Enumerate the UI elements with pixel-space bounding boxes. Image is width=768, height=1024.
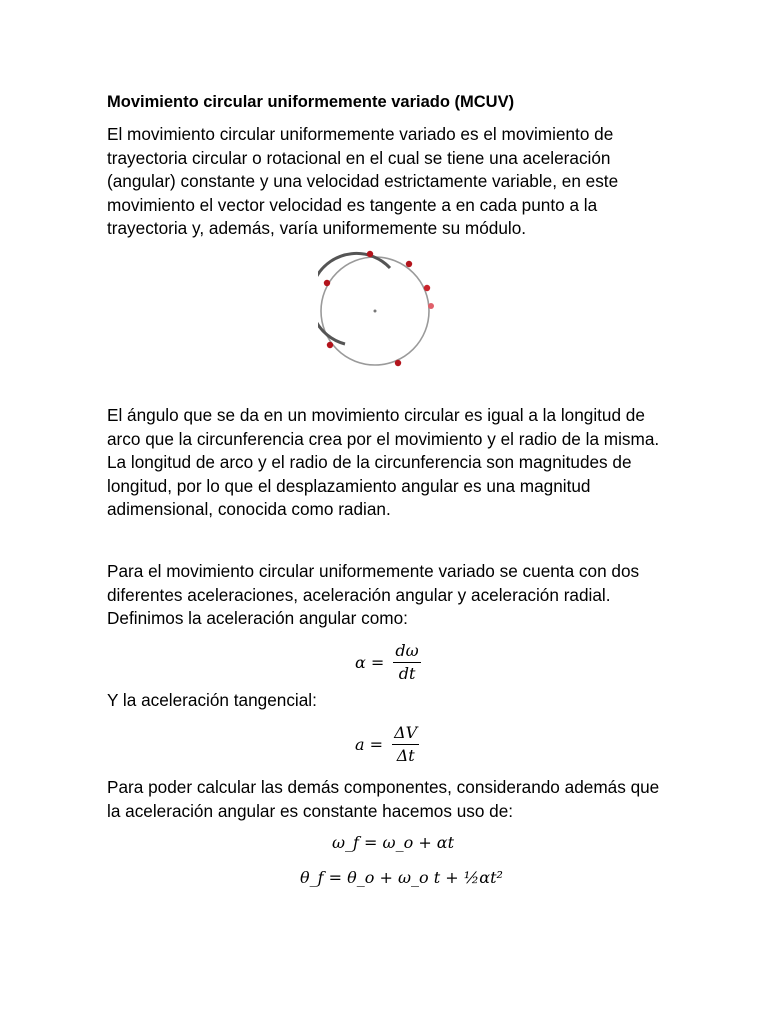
circular-motion-figure (318, 248, 438, 378)
section-title: Movimiento circular uniformemente variado (MCUV) (107, 93, 515, 111)
fraction-denominator: dt (398, 664, 416, 683)
center-point (374, 310, 377, 313)
paragraph-accelerations: Para el movimiento circular uniformemente variado se cuenta con dos diferentes aceleraciones, aceleración angular y aceleración radial. Definimos la aceleración angular como: (107, 561, 640, 628)
fraction-numerator: dω (393, 640, 420, 663)
paragraph-intro: El movimiento circular uniformemente variado es el movimiento de trayectoria circular o rotacional en el cual se tiene una aceleración (angular) constante y una velocidad estrictamente variable, en este movimiento el vector velocidad es tangente a en cada punto a la trayectoria y, además, varía uniformemente su módulo. (107, 124, 619, 238)
position-dot (428, 303, 434, 309)
motion-arc (318, 253, 390, 344)
position-dot (367, 251, 373, 257)
paragraph-components: Para poder calcular las demás componentes, considerando además que la aceleración angular es constante hacemos uso de: (107, 777, 660, 821)
equation-final-angle (300, 868, 503, 887)
paragraph-angle: El ángulo que se da en un movimiento circular es igual a la longitud de arco que la circunferencia crea por el movimiento y el radio de la misma. La longitud de arco y el radio de la circunferencia son magnitudes de longitud, por lo que el desplazamiento angular es una magnitud adimensional, conocida como radian. (107, 405, 660, 519)
position-dot (395, 360, 401, 366)
equation-angular-acceleration (355, 640, 421, 685)
position-dot (406, 261, 412, 267)
position-dot (424, 285, 430, 291)
fraction (392, 722, 419, 767)
paragraph-tangential: Y la aceleración tangencial: (107, 690, 317, 710)
equation-tangential-acceleration (355, 722, 419, 767)
equation-final-angular-velocity (332, 833, 454, 852)
equation-lhs: a = (355, 735, 384, 754)
equation-lhs: α = (355, 653, 385, 672)
equation-text: ω_f = ω_o + αt (332, 833, 455, 852)
position-dot (327, 342, 333, 348)
fraction-numerator: ΔV (392, 722, 419, 745)
fraction (393, 640, 420, 685)
equation-text: θ_f = θ_o + ω_o t + ½αt² (300, 868, 503, 887)
circular-motion-diagram (318, 248, 438, 378)
position-dot (324, 280, 330, 286)
fraction-denominator: Δt (396, 746, 415, 765)
